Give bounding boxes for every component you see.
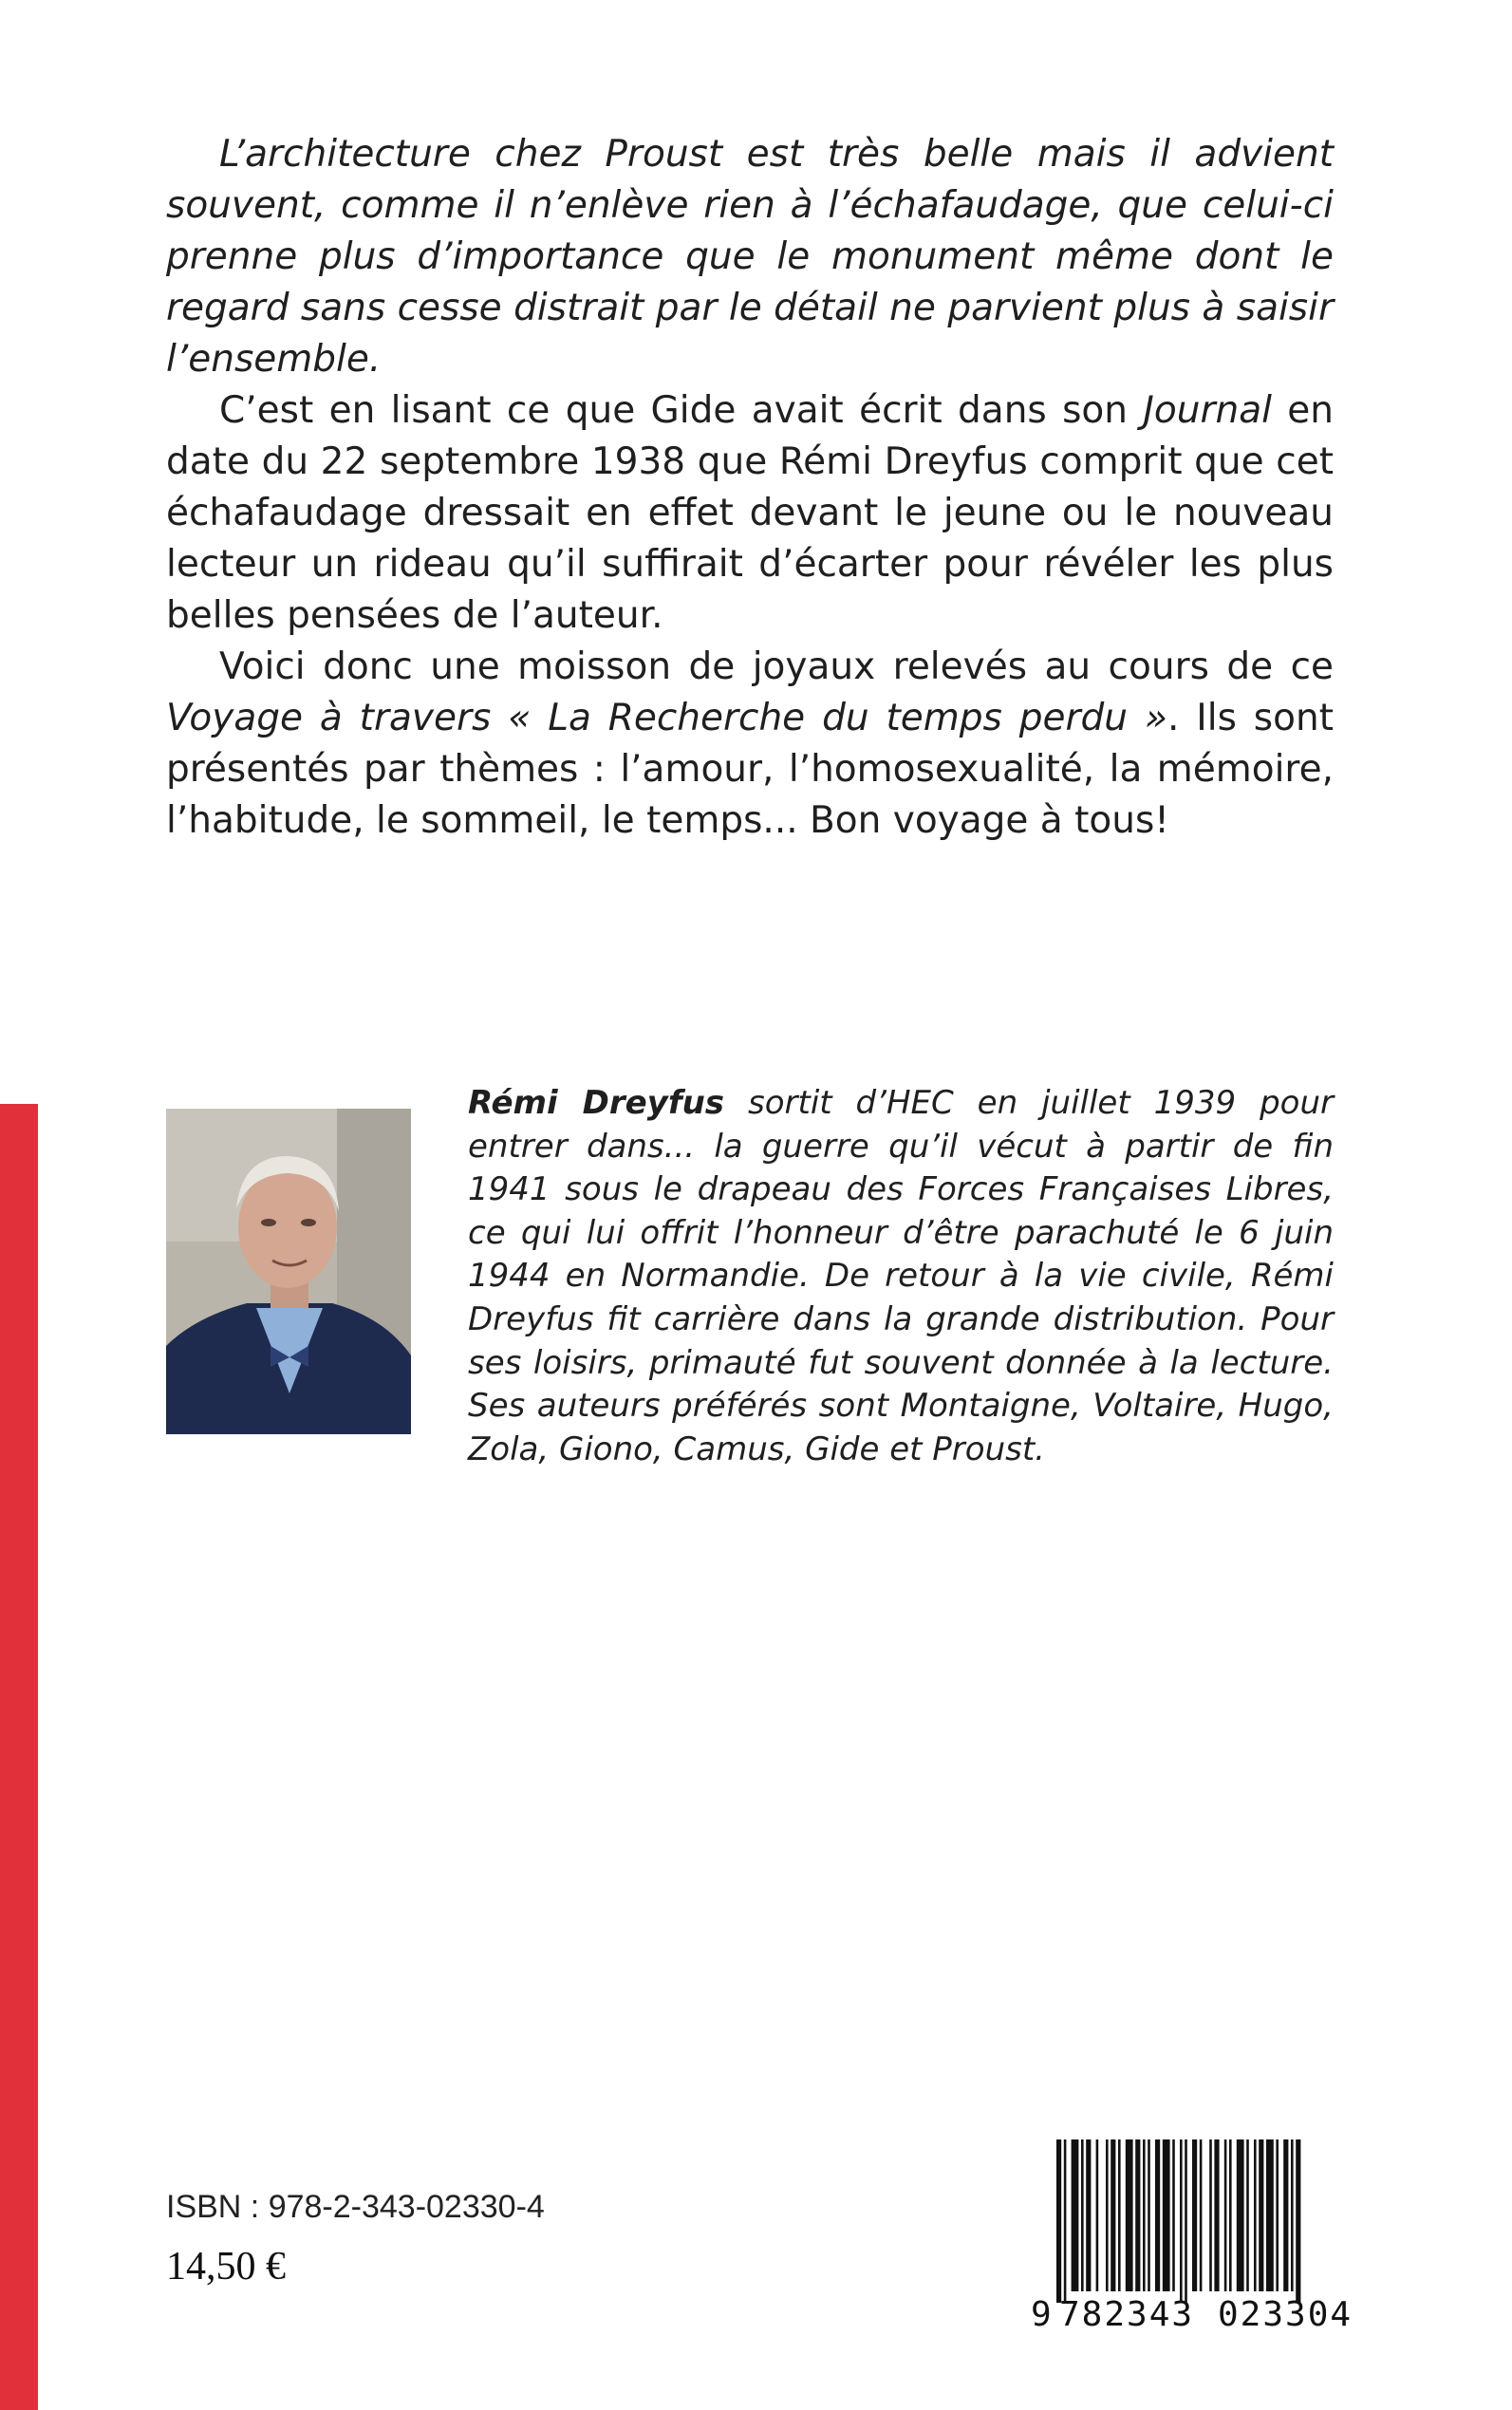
barcode-bar	[1148, 2139, 1150, 2291]
barcode-bar	[1259, 2139, 1263, 2291]
barcode-digits-left: 782343	[1059, 2295, 1195, 2329]
author-name: Rémi Dreyfus	[468, 1084, 725, 1122]
barcode-bar	[1276, 2139, 1279, 2291]
back-cover-blurb	[166, 129, 1334, 847]
barcode-bar	[1254, 2139, 1257, 2291]
barcode-bar	[1126, 2139, 1133, 2291]
barcode-bar	[1192, 2139, 1197, 2291]
author-photo	[166, 1109, 411, 1434]
barcode-bars	[1056, 2139, 1300, 2303]
blurb-paragraph-2: C’est en lisant ce que Gide avait écrit dans son Journal en date du 22 septembre 1938 que Rémi Dreyfus comprit que cet échafaudage dressait en effet devant le jeune ou le nouveau lecteur un rideau qu’il suffirait d’écarter pour révéler les plus belles pensées de l’auteur.	[166, 389, 1335, 637]
isbn-label: ISBN : 978-2-343-02330-4	[166, 2189, 545, 2225]
barcode-bar	[1209, 2139, 1212, 2291]
barcode-bar	[1291, 2139, 1294, 2291]
barcode-bar	[1214, 2139, 1219, 2291]
author-bio-text: sortit d’HEC en juillet 1939 pour entrer dans... la guerre qu’il vécut à partir de fin 1941 sous le drapeau des Forces Françaises Libres, ce qui lui offrit l’honneur d’être parachuté le 6 juin 1944 en Normandie. De retour à la vie civile, Rémi Dreyfus fit carrière dans la grande distribution. Pour ses loisirs, primauté fut souvent donnée à la lecture. Ses auteurs préférés sont Montaigne, Voltaire, Hugo, Zola, Giono, Camus, Gide et Proust.	[468, 1084, 1334, 1468]
barcode-bar	[1096, 2139, 1099, 2291]
barcode-bar	[1246, 2139, 1249, 2291]
price-label: 14,50 €	[166, 2245, 286, 2289]
barcode-digits-right: 023304	[1218, 2295, 1353, 2329]
author-biography	[468, 1082, 1334, 1471]
proust-quote: L’architecture chez Proust est très belle mais il advient souvent, comme il n’enlève rien à l’échafaudage, que celui-ci prenne plus d’importance que le monument même dont le regard sans cesse distrait par le détail ne parvient plus à saisir l’ensemble.	[166, 133, 1334, 381]
barcode-bar	[1072, 2139, 1079, 2291]
barcode-bar	[1185, 2139, 1187, 2303]
barcode-bar	[1143, 2139, 1146, 2291]
barcode-bar	[1135, 2139, 1140, 2291]
barcode-bar	[1200, 2139, 1203, 2291]
barcode-bar	[1163, 2139, 1170, 2291]
barcode-bar	[1056, 2139, 1061, 2303]
barcode-bar	[1111, 2139, 1115, 2291]
red-side-bar	[0, 1104, 38, 2410]
barcode-bar	[1172, 2139, 1175, 2291]
barcode-bar	[1229, 2139, 1232, 2291]
isbn-barcode	[1023, 2139, 1374, 2329]
blurb-paragraph-3: Voici donc une moisson de joyaux relevés au cours de ce Voyage à travers « La Recherche du temps perdu ». Ils sont présentés par thèmes : l’amour, l’homosexualité, la mémoire, l’habitude, le sommeil, le temps... Bon voyage à tous!	[166, 645, 1334, 842]
barcode-bar	[1224, 2139, 1227, 2291]
barcode-bar	[1283, 2139, 1288, 2291]
barcode-bar	[1266, 2139, 1274, 2291]
barcode-bar	[1237, 2139, 1244, 2291]
barcode-bar	[1118, 2139, 1121, 2291]
barcode-bar	[1106, 2139, 1109, 2291]
barcode-bar	[1155, 2139, 1160, 2291]
barcode-bar	[1086, 2139, 1091, 2291]
barcode-bar	[1064, 2139, 1067, 2303]
author-portrait-image	[166, 1109, 411, 1434]
barcode-digit-first: 9	[1031, 2295, 1052, 2329]
barcode-bar	[1296, 2139, 1300, 2303]
barcode-bar	[1081, 2139, 1084, 2291]
barcode-bar	[1180, 2139, 1183, 2303]
